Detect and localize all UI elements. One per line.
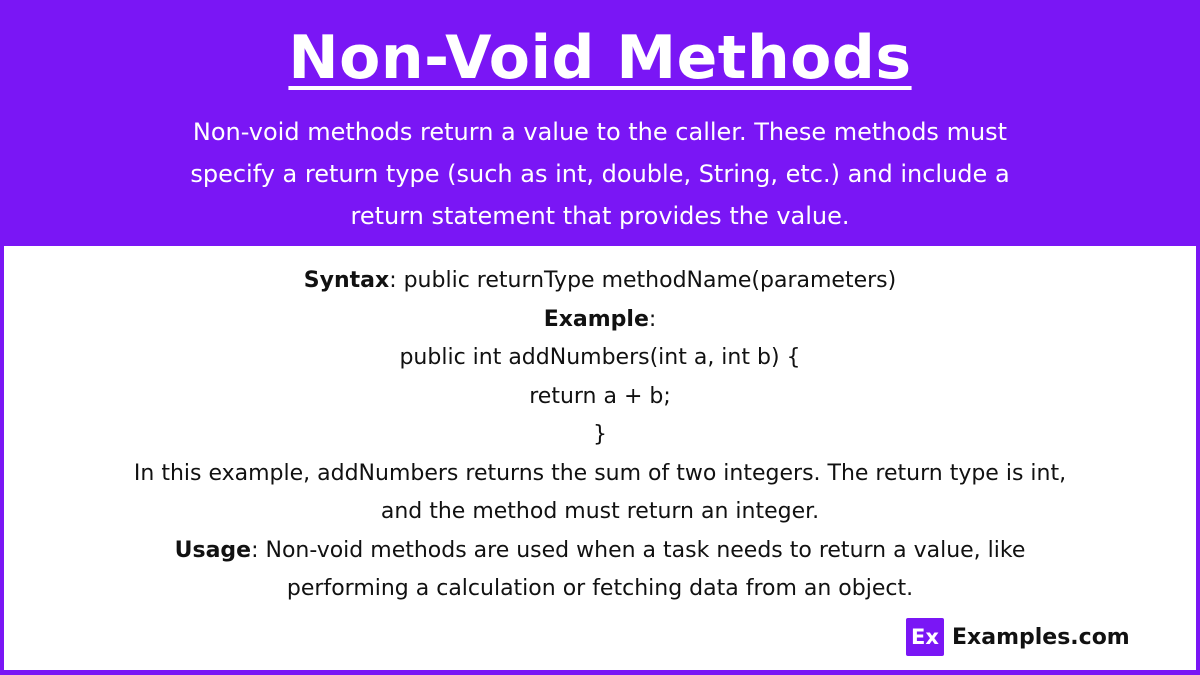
examples-logo [906, 618, 1130, 656]
logo-mark-icon: Ex [906, 618, 944, 656]
syntax-text: : public returnType methodName(parameters) [389, 268, 897, 293]
content-panel [4, 246, 1196, 670]
example-colon: : [648, 306, 657, 332]
usage-label: Usage [174, 537, 252, 563]
example-label: Example [543, 306, 649, 332]
intro-line: return statement that provides the value. [350, 202, 850, 230]
usage-line-continued: performing a calculation or fetching data from an object. [286, 576, 914, 601]
explanation-line: and the method must return an integer. [380, 499, 820, 524]
usage-line [4, 532, 1196, 571]
logo-text: Examples.com [952, 624, 1130, 650]
content-body [4, 262, 1196, 609]
code-line: return a + b; [529, 383, 671, 409]
page-title: Non-Void Methods [288, 23, 912, 93]
explanation-line: In this example, addNumbers returns the sum of two integers. The return type is int, [133, 460, 1067, 486]
intro-paragraph [100, 111, 1100, 237]
intro-line: specify a return type (such as int, double, String, etc.) and include a [190, 160, 1010, 188]
code-line: public int addNumbers(int a, int b) { [399, 345, 801, 370]
syntax-label: Syntax [303, 268, 390, 293]
usage-text: : Non-void methods are used when a task needs to return a value, like [251, 537, 1026, 563]
syntax-line [4, 262, 1196, 301]
intro-line: Non-void methods return a value to the caller. These methods must [192, 118, 1008, 146]
example-line [4, 301, 1196, 340]
header-banner [0, 0, 1200, 246]
code-line: } [593, 422, 607, 447]
